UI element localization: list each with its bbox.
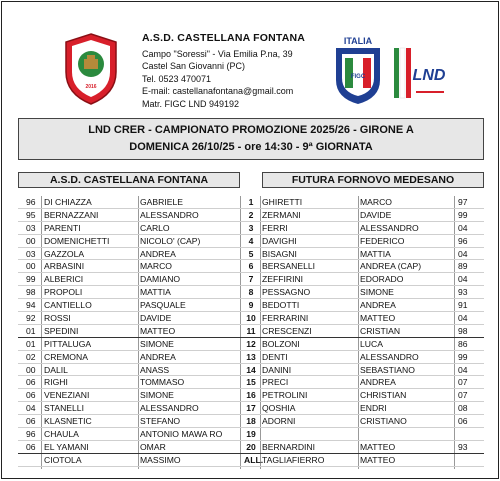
home-player-year: 98 [26, 287, 36, 298]
away-player-year: 06 [458, 416, 468, 427]
shirt-number: 18 [246, 416, 256, 427]
away-player-name: SEBASTIANO [360, 364, 415, 375]
table-row [18, 428, 484, 441]
home-player-year: 03 [26, 248, 36, 259]
club-crest-logo [62, 32, 120, 106]
club-info [142, 32, 305, 110]
home-player-surname: ROSSI [44, 313, 71, 324]
away-player-surname: GHIRETTI [262, 197, 303, 207]
away-player-name: MARCO [360, 197, 392, 207]
away-player-surname: CRESCENZI [262, 325, 312, 336]
shirt-number: 14 [246, 364, 256, 375]
match-date: DOMENICA 26/10/25 - ore 14:30 - 9ª GIORNATA [129, 141, 373, 153]
home-player-year: 96 [26, 197, 36, 207]
away-player-surname: FERRARINI [262, 313, 309, 324]
away-player-year: 93 [458, 441, 468, 452]
home-player-surname: EL YAMANI [44, 441, 89, 452]
address-line2: Castel San Giovanni (PC) [142, 61, 246, 71]
table-row [18, 209, 484, 222]
table-row [18, 312, 484, 325]
away-player-name: MATTEO [360, 454, 396, 465]
figc-logo [332, 34, 384, 106]
home-player-name: DAMIANO [140, 274, 181, 285]
home-player-year: 01 [26, 325, 36, 336]
away-player-year: 04 [458, 248, 468, 259]
away-player-name: ANDREA [360, 377, 396, 388]
home-player-name: GABRIELE [140, 197, 183, 207]
home-player-year: 96 [26, 429, 36, 440]
away-team-header: FUTURA FORNOVO MEDESANO [262, 172, 484, 188]
home-player-year: 95 [26, 209, 36, 220]
home-player-year: 00 [26, 235, 36, 246]
home-player-name: ANTONIO MAWA RO [140, 429, 223, 440]
shirt-number: 15 [246, 377, 256, 388]
away-player-name: CHRISTIAN [360, 390, 407, 401]
home-player-year: 06 [26, 377, 36, 388]
match-sheet [1, 1, 499, 479]
table-row [18, 248, 484, 261]
home-player-name: STEFANO [140, 416, 181, 427]
away-player-year: 96 [458, 235, 468, 246]
home-player-name: CARLO [140, 222, 170, 233]
home-player-surname: CANTIELLO [44, 300, 92, 311]
home-player-name: MATTIA [140, 287, 171, 298]
away-player-year: 99 [458, 351, 468, 362]
away-player-name: MATTEO [360, 441, 396, 452]
home-player-surname: BERNAZZANI [44, 209, 99, 220]
away-player-year: 86 [458, 338, 468, 349]
home-player-year: 04 [26, 403, 36, 414]
home-player-name: NICOLO' (CAP) [140, 235, 201, 246]
shirt-number: 11 [246, 325, 256, 336]
away-player-year: 98 [458, 325, 468, 336]
home-player-name: ANDREA [140, 248, 176, 259]
away-player-name: MATTIA [360, 248, 391, 259]
roster-table [18, 196, 484, 467]
away-player-year: 07 [458, 390, 468, 401]
away-player-surname: DENTI [262, 351, 288, 362]
home-player-name: SIMONE [140, 390, 174, 401]
shirt-number: 7 [248, 274, 254, 285]
home-player-surname: STANELLI [44, 403, 84, 414]
home-player-name: MATTEO [140, 325, 176, 336]
shirt-number: 16 [246, 390, 256, 401]
away-player-surname: ZEFFIRINI [262, 274, 304, 285]
home-player-surname: DOMENICHETTI [44, 235, 110, 246]
table-row [18, 389, 484, 402]
home-player-surname: RIGHI [44, 377, 68, 388]
table-row [18, 222, 484, 235]
table-row [18, 454, 484, 467]
away-player-surname: BOLZONI [262, 338, 300, 349]
table-row [18, 196, 484, 209]
competition-title: LND CRER - CAMPIONATO PROMOZIONE 2025/26 - GIRONE A [88, 124, 414, 136]
home-player-name: ANDREA [140, 351, 176, 362]
away-player-surname: BERSANELLI [262, 261, 316, 272]
away-player-year: 04 [458, 222, 468, 233]
table-row [18, 351, 484, 364]
away-player-name: DAVIDE [360, 209, 392, 220]
home-player-surname: KLASNETIC [44, 416, 92, 427]
away-player-name: ALESSANDRO [360, 351, 419, 362]
table-row [18, 376, 484, 389]
table-row [18, 364, 484, 377]
home-player-surname: ALBERICI [44, 274, 84, 285]
away-player-name: ENDRI [360, 403, 387, 414]
away-player-year: 93 [458, 287, 468, 298]
table-row [18, 402, 484, 415]
away-player-year: 99 [458, 209, 468, 220]
home-player-year: 01 [26, 338, 36, 349]
away-player-year: 04 [458, 313, 468, 324]
svg-text:LND: LND [412, 67, 446, 84]
away-player-surname: ZERMANI [262, 209, 301, 220]
home-player-surname: DI CHIAZZA [44, 197, 92, 207]
away-player-name: LUCA [360, 338, 383, 349]
away-player-surname: ADORNI [262, 416, 296, 427]
away-player-name: ANDREA [360, 300, 396, 311]
table-row [18, 325, 484, 338]
home-player-year: 06 [26, 416, 36, 427]
home-player-surname: PARENTI [44, 222, 81, 233]
away-player-year: 08 [458, 403, 468, 414]
home-player-surname: DALIL [44, 364, 68, 375]
shirt-number: 20 [246, 441, 256, 452]
home-player-name: MARCO [140, 261, 172, 272]
away-player-year: 91 [458, 300, 468, 311]
home-player-surname: PROPOLI [44, 287, 83, 298]
away-player-year: 04 [458, 364, 468, 375]
shirt-number: 3 [248, 222, 254, 233]
home-player-surname: VENEZIANI [44, 390, 90, 401]
home-player-year: 99 [26, 274, 36, 285]
shirt-number: 9 [248, 300, 254, 311]
away-player-surname: DAVIGHI [262, 235, 297, 246]
away-player-surname: PESSAGNO [262, 287, 311, 298]
svg-text:ITALIA: ITALIA [343, 36, 373, 46]
away-player-surname: BISAGNI [262, 248, 297, 259]
away-player-year: 97 [458, 197, 468, 207]
away-player-year: 04 [458, 274, 468, 285]
away-player-name: CRISTIAN [360, 325, 401, 336]
home-player-year: 03 [26, 222, 36, 233]
away-player-surname: FERRI [262, 222, 288, 233]
home-player-year: 06 [26, 390, 36, 401]
home-player-surname: PITTALUGA [44, 338, 92, 349]
away-player-surname: TAGLIAFIERRO [262, 454, 325, 465]
away-player-surname: BEDOTTI [262, 300, 300, 311]
table-row [18, 415, 484, 428]
away-player-name: FEDERICO [360, 235, 405, 246]
away-player-surname: BERNARDINI [262, 441, 316, 452]
table-row [18, 260, 484, 273]
svg-text:FIGC: FIGC [350, 74, 366, 80]
home-player-surname: SPEDINI [44, 325, 79, 336]
home-player-year: 02 [26, 351, 36, 362]
shirt-number: 19 [246, 429, 256, 440]
shirt-number: 2 [248, 209, 254, 220]
home-player-surname: CHAULA [44, 429, 79, 440]
away-player-name: ALESSANDRO [360, 222, 419, 233]
home-player-year: 00 [26, 261, 36, 272]
table-row [18, 441, 484, 454]
away-player-name: CRISTIANO [360, 416, 407, 427]
home-player-name: SIMONE [140, 338, 174, 349]
table-row [18, 286, 484, 299]
home-player-name: ANASS [140, 364, 170, 375]
shirt-number: 5 [248, 248, 254, 259]
home-player-surname: GAZZOLA [44, 248, 85, 259]
lnd-logo [394, 42, 448, 104]
matricola: Matr. FIGC LND 949192 [142, 98, 240, 109]
away-player-name: ANDREA (CAP) [360, 261, 422, 272]
home-player-surname: CIOTOLA [44, 454, 82, 465]
home-player-name: PASQUALE [140, 300, 186, 311]
home-player-name: TOMMASO [140, 377, 185, 388]
shirt-number: 12 [246, 338, 256, 349]
away-player-name: EDORADO [360, 274, 404, 285]
away-player-year: 89 [458, 261, 468, 272]
away-player-name: MATTEO [360, 313, 396, 324]
club-name: A.S.D. CASTELLANA FONTANA [142, 32, 306, 44]
shirt-number: 10 [246, 313, 256, 324]
email: E-mail: castellanafontana@gmail.com [142, 86, 294, 96]
home-player-name: ALESSANDRO [140, 403, 199, 414]
home-player-year: 00 [26, 364, 36, 375]
phone: Tel. 0523 470071 [142, 73, 212, 84]
home-player-surname: ARBASINI [44, 261, 85, 272]
address-line1: Campo "Soressi" - Via Emilia P.na, 39 [142, 48, 293, 59]
home-player-name: MASSIMO [140, 454, 181, 465]
svg-text:2016: 2016 [85, 84, 97, 90]
home-player-year: 94 [26, 300, 36, 311]
shirt-number: 8 [248, 287, 254, 298]
shirt-number: 13 [246, 351, 256, 362]
shirt-number: 4 [248, 235, 254, 246]
home-team-header: A.S.D. CASTELLANA FONTANA [18, 172, 240, 188]
home-player-name: OMAR [140, 441, 166, 452]
table-row [18, 299, 484, 312]
table-row [18, 235, 484, 248]
away-player-year: 07 [458, 377, 468, 388]
home-player-name: DAVIDE [140, 313, 172, 324]
home-player-year: 06 [26, 441, 36, 452]
shirt-number: 1 [248, 197, 254, 207]
away-player-surname: DANINI [262, 364, 292, 375]
home-player-surname: CREMONA [44, 351, 88, 362]
shirt-number: ALL. [244, 454, 264, 465]
home-player-name: ALESSANDRO [140, 209, 199, 220]
table-row [18, 273, 484, 286]
shirt-number: 6 [248, 261, 254, 272]
away-player-surname: PRECI [262, 377, 289, 388]
away-player-surname: QOSHIA [262, 403, 296, 414]
match-title [18, 118, 484, 160]
shirt-number: 17 [246, 403, 256, 414]
away-player-name: SIMONE [360, 287, 394, 298]
table-row [18, 338, 484, 351]
away-player-surname: PETROLINI [262, 390, 308, 401]
home-player-year: 92 [26, 313, 36, 324]
